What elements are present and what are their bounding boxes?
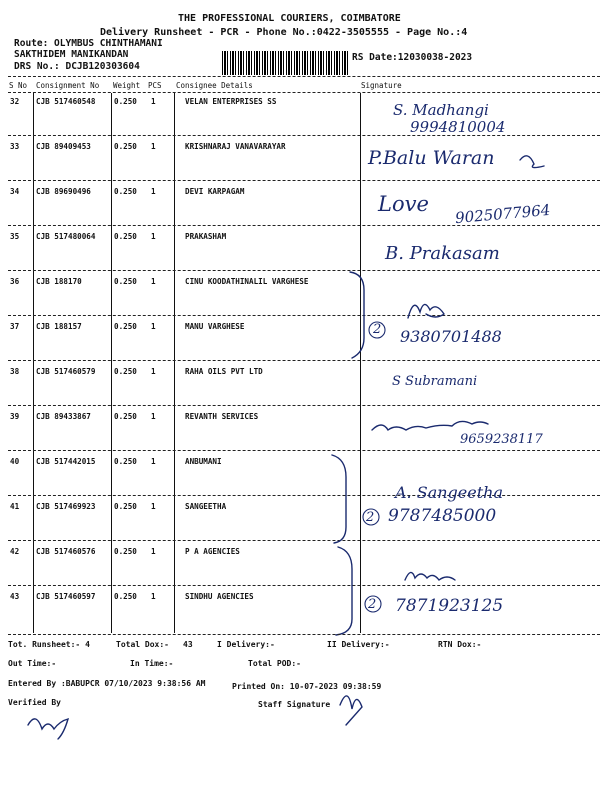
row-pcs: 1 xyxy=(151,412,156,421)
row-weight: 0.250 xyxy=(114,412,137,421)
row-weight: 0.250 xyxy=(114,142,137,151)
row-pcs: 1 xyxy=(151,367,156,376)
staff-name: SAKTHIDEM MANIKANDAN xyxy=(14,49,129,60)
row-weight: 0.250 xyxy=(114,592,137,601)
row-sno: 32 xyxy=(10,97,20,106)
i-delivery: I Delivery:- xyxy=(217,640,275,649)
row-weight: 0.250 xyxy=(114,187,137,196)
col-sno: S No xyxy=(9,81,28,90)
verified-by: Verified By xyxy=(8,698,61,707)
brace-36-37 xyxy=(350,272,364,358)
row-sno: 40 xyxy=(10,457,20,466)
signature-35: B. Prakasam xyxy=(385,243,500,264)
row-consignment-no: CJB 517460576 xyxy=(36,547,96,556)
signature-43-phone: 7871923125 xyxy=(395,596,504,616)
signature-34-name: Love xyxy=(378,192,429,216)
rtn-dox: RTN Dox:- xyxy=(438,640,482,649)
verified-by-mark xyxy=(28,719,68,739)
row-consignment-no: CJB 188170 xyxy=(36,277,82,286)
row-pcs: 1 xyxy=(151,547,156,556)
mark-36-37: 2 xyxy=(373,322,382,337)
mark-42-43: 2 xyxy=(368,597,377,612)
mark-circle xyxy=(369,322,385,338)
in-time: In Time:- xyxy=(130,659,174,668)
row-consignment-no: CJB 89433867 xyxy=(36,412,91,421)
row-pcs: 1 xyxy=(151,277,156,286)
row-sno: 35 xyxy=(10,232,20,241)
row-sno: 39 xyxy=(10,412,20,421)
signature-36-scribble xyxy=(408,304,444,318)
brace-42-43 xyxy=(336,547,352,635)
row-consignee-name: REVANTH SERVICES xyxy=(185,412,259,421)
signature-39-phone: 9659238117 xyxy=(460,432,543,447)
row-sno: 41 xyxy=(10,502,20,511)
printed-on: Printed On: 10-07-2023 09:38:59 xyxy=(232,682,382,691)
signature-32-phone: 9994810004 xyxy=(410,118,506,136)
row-weight: 0.250 xyxy=(114,502,137,511)
staff-signature-mark xyxy=(340,696,362,725)
signature-33-scribble xyxy=(520,156,544,168)
row-consignee-name: SANGEETHA xyxy=(185,502,227,511)
row-pcs: 1 xyxy=(151,142,156,151)
signature-39-scribble xyxy=(372,421,488,430)
col-consignment: Consignment No xyxy=(36,81,100,90)
signature-38: S Subramani xyxy=(392,374,478,389)
row-pcs: 1 xyxy=(151,97,156,106)
rs-date: RS Date:12030038-2023 xyxy=(352,52,473,63)
drs-number: DRS No.: DCJB120303604 xyxy=(14,61,140,72)
row-sno: 43 xyxy=(10,592,20,601)
signature-41-phone: 9787485000 xyxy=(388,506,497,526)
out-time: Out Time:- xyxy=(8,659,57,668)
col-signature: Signature xyxy=(361,81,402,90)
row-weight: 0.250 xyxy=(114,97,137,106)
row-consignment-no: CJB 89690496 xyxy=(36,187,91,196)
col-pcs: PCS xyxy=(148,81,162,90)
row-weight: 0.250 xyxy=(114,277,137,286)
signature-32-name: S. Madhangi xyxy=(393,101,489,119)
footer-divider xyxy=(8,634,600,635)
row-consignment-no: CJB 517442015 xyxy=(36,457,96,466)
row-weight: 0.250 xyxy=(114,322,137,331)
company-title: THE PROFESSIONAL COURIERS, COIMBATORE xyxy=(178,13,401,24)
row-consignee-name: CINU KOODATHINALIL VARGHESE xyxy=(185,277,309,286)
staff-signature: Staff Signature xyxy=(258,700,331,709)
row-pcs: 1 xyxy=(151,322,156,331)
row-consignee-name: ANBUMANI xyxy=(185,457,222,466)
row-consignee-name: MANU VARGHESE xyxy=(185,322,245,331)
row-consignee-name: P A AGENCIES xyxy=(185,547,240,556)
row-consignee-name: KRISHNARAJ VANAVARAYAR xyxy=(185,142,286,151)
mark-40-41: 2 xyxy=(366,510,375,525)
row-weight: 0.250 xyxy=(114,547,137,556)
runsheet-title: Delivery Runsheet - PCR - Phone No.:0422-3505555 - Page No.:4 xyxy=(100,27,468,38)
tot-runsheet: Tot. Runsheet:- 4 xyxy=(8,640,90,649)
signature-33: P.Balu Waran xyxy=(368,147,495,169)
row-consignee-name: DEVI KARPAGAM xyxy=(185,187,245,196)
row-pcs: 1 xyxy=(151,592,156,601)
col-consignee: Consignee Details xyxy=(176,81,253,90)
col-weight: Weight xyxy=(113,81,141,90)
row-sno: 42 xyxy=(10,547,20,556)
signature-37-phone: 9380701488 xyxy=(400,327,502,346)
row-consignee-name: SINDHU AGENCIES xyxy=(185,592,254,601)
row-consignee-name: PRAKASHAM xyxy=(185,232,227,241)
row-sno: 37 xyxy=(10,322,20,331)
row-consignment-no: CJB 517480064 xyxy=(36,232,96,241)
row-sno: 36 xyxy=(10,277,20,286)
mark-circle xyxy=(363,509,379,525)
row-weight: 0.250 xyxy=(114,457,137,466)
total-pod: Total POD:- xyxy=(248,659,301,668)
row-pcs: 1 xyxy=(151,502,156,511)
row-pcs: 1 xyxy=(151,187,156,196)
signature-40: A. Sangeetha xyxy=(395,483,503,502)
row-pcs: 1 xyxy=(151,457,156,466)
total-dox-value: 43 xyxy=(183,640,193,649)
ii-delivery: II Delivery:- xyxy=(327,640,390,649)
row-sno: 38 xyxy=(10,367,20,376)
row-consignee-name: RAHA OILS PVT LTD xyxy=(185,367,263,376)
total-dox-label: Total Dox:- xyxy=(116,640,169,649)
row-consignment-no: CJB 517460548 xyxy=(36,97,96,106)
row-sno: 33 xyxy=(10,142,20,151)
row-consignment-no: CJB 517460597 xyxy=(36,592,96,601)
row-consignment-no: CJB 517460579 xyxy=(36,367,96,376)
row-consignment-no: CJB 517469923 xyxy=(36,502,96,511)
row-weight: 0.250 xyxy=(114,232,137,241)
brace-40-41 xyxy=(332,455,346,543)
row-pcs: 1 xyxy=(151,232,156,241)
row-sno: 34 xyxy=(10,187,20,196)
entered-by: Entered By :BABUPCR 07/10/2023 9:38:56 AM xyxy=(8,679,206,688)
row-consignee-name: VELAN ENTERPRISES SS xyxy=(185,97,277,106)
row-consignment-no: CJB 188157 xyxy=(36,322,82,331)
route-label: Route: OLYMBUS CHINTHAMANI xyxy=(14,38,163,49)
signature-34-phone: 9025077964 xyxy=(454,200,552,228)
signature-42-scribble xyxy=(405,572,455,580)
row-consignment-no: CJB 89409453 xyxy=(36,142,91,151)
row-weight: 0.250 xyxy=(114,367,137,376)
mark-circle xyxy=(365,596,381,612)
